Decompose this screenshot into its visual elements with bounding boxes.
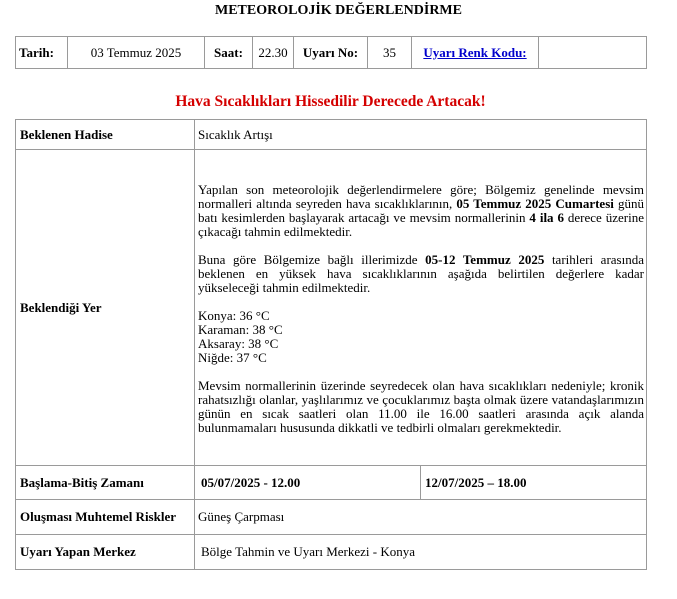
paragraph-3: Mevsim normallerinin üzerinde seyredecek olan hava sıcaklıkları nedeniyle; kronik rahatsızlığı olanlar, yaşlılarımız ve çocuklarımız başta olmak üzere vatandaşlarımızın günün en sıcak saatleri olan 11.00 ile 16.00 saatleri arasında açık alanda bulunmamaları hususunda dikkatli ve tedbirli olmaları gerekmektedir. — [198, 377, 644, 435]
end-time-value: 12/07/2025 – 18.00 — [421, 466, 647, 500]
risks-label: Oluşması Muhtemel Riskler — [16, 500, 195, 535]
paragraph-2 — [198, 253, 644, 295]
color-code-cell — [412, 37, 539, 69]
p2-text-a: Buna göre Bölgemize bağlı illerimizde — [198, 251, 426, 267]
color-code-value — [539, 37, 647, 69]
expected-event-label: Beklenen Hadise — [16, 120, 195, 150]
p1-text-e: derece üzerine çıkacağı tahmin edilmektedir. — [198, 209, 644, 239]
expected-place-description — [195, 150, 647, 466]
p2-text-c: tarihleri arasında beklenen en yüksek hava sıcaklıklarının aşağıda belirtilen değerlere kadar yükseleceği tahmin edilmektedir. — [198, 251, 644, 295]
city-nigde: Niğde: 37 °C — [198, 349, 267, 365]
center-label: Uyarı Yapan Merkez — [16, 535, 195, 570]
p1-text-a: Yapılan son meteorolojik değerlendirmelere göre; Bölgemiz genelinde mevsim normalleri altında seyreden hava sıcaklıklarının, — [198, 181, 644, 211]
city-karaman: Karaman: 38 °C — [198, 321, 283, 337]
center-value: Bölge Tahmin ve Uyarı Merkezi - Konya — [195, 535, 647, 570]
color-code-link[interactable]: Uyarı Renk Kodu: — [423, 44, 527, 60]
start-end-label: Başlama-Bitiş Zamanı — [16, 466, 195, 500]
expected-place-label: Beklendiği Yer — [16, 150, 195, 466]
header-table — [15, 36, 647, 69]
time-label: Saat: — [205, 37, 253, 69]
p1-range: 4 ila 6 — [529, 209, 564, 225]
p1-date: 05 Temmuz 2025 Cumartesi — [456, 195, 614, 211]
p1-text-c: günü batı kesimlerden başlayarak artacağı ve mevsim normallerinin — [198, 195, 644, 225]
warning-no-value: 35 — [368, 37, 412, 69]
details-table — [15, 119, 647, 570]
date-value: 03 Temmuz 2025 — [68, 37, 205, 69]
start-time-value: 05/07/2025 - 12.00 — [195, 466, 421, 500]
p2-dates: 05-12 Temmuz 2025 — [425, 251, 545, 267]
page-title: METEOROLOJİK DEĞERLENDİRME — [215, 3, 462, 18]
paragraph-1 — [198, 183, 644, 239]
time-value: 22.30 — [253, 37, 294, 69]
city-aksaray: Aksaray: 38 °C — [198, 335, 279, 351]
city-konya: Konya: 36 °C — [198, 307, 270, 323]
expected-event-value: Sıcaklık Artışı — [195, 120, 647, 150]
warning-no-label: Uyarı No: — [294, 37, 368, 69]
risks-value: Güneş Çarpması — [195, 500, 647, 535]
warning-headline: Hava Sıcaklıkları Hissedilir Derecede Artacak! — [175, 93, 486, 110]
date-label: Tarih: — [16, 37, 68, 69]
